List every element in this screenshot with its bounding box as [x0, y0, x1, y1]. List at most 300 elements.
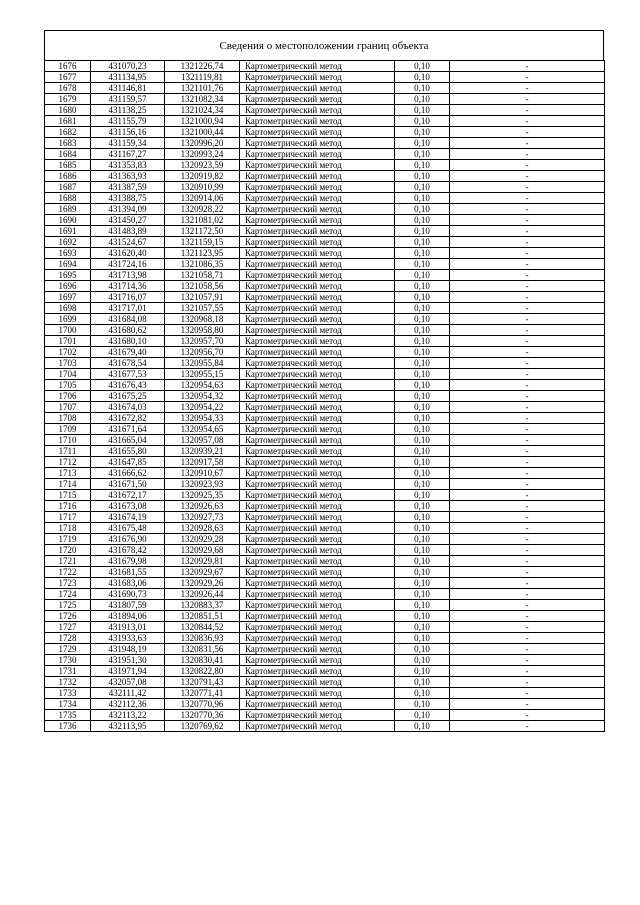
- table-row: [45, 72, 605, 83]
- description-cell: -: [450, 633, 605, 644]
- method-cell: Картометрический метод: [240, 578, 395, 589]
- description-cell: -: [450, 589, 605, 600]
- accuracy-cell: 0,10: [395, 556, 450, 567]
- coord-y-cell: 1321081,02: [165, 215, 240, 226]
- table-title: Сведения о местоположении границ объекта: [44, 30, 604, 60]
- description-cell: -: [450, 336, 605, 347]
- method-cell: Картометрический метод: [240, 182, 395, 193]
- coord-x-cell: 431394,09: [91, 204, 165, 215]
- coord-y-cell: 1320926,63: [165, 501, 240, 512]
- coord-y-cell: 1320836,93: [165, 633, 240, 644]
- description-cell: -: [450, 457, 605, 468]
- coord-x-cell: 431948,19: [91, 644, 165, 655]
- accuracy-cell: 0,10: [395, 611, 450, 622]
- coord-x-cell: 431134,95: [91, 72, 165, 83]
- method-cell: Картометрический метод: [240, 435, 395, 446]
- table-row: [45, 611, 605, 622]
- table-row: [45, 303, 605, 314]
- description-cell: -: [450, 149, 605, 160]
- coord-y-cell: 1320914,06: [165, 193, 240, 204]
- coord-y-cell: 1320996,20: [165, 138, 240, 149]
- description-cell: -: [450, 523, 605, 534]
- method-cell: Картометрический метод: [240, 138, 395, 149]
- description-cell: -: [450, 325, 605, 336]
- accuracy-cell: 0,10: [395, 171, 450, 182]
- accuracy-cell: 0,10: [395, 391, 450, 402]
- coord-x-cell: 431676,43: [91, 380, 165, 391]
- table-row: [45, 380, 605, 391]
- description-cell: -: [450, 435, 605, 446]
- table-row: [45, 589, 605, 600]
- accuracy-cell: 0,10: [395, 303, 450, 314]
- coord-x-cell: 431807,59: [91, 600, 165, 611]
- coord-y-cell: 1320925,35: [165, 490, 240, 501]
- point-number-cell: 1731: [45, 666, 91, 677]
- table-row: [45, 402, 605, 413]
- coord-x-cell: 432112,36: [91, 699, 165, 710]
- coord-x-cell: 431680,62: [91, 325, 165, 336]
- point-number-cell: 1682: [45, 127, 91, 138]
- point-number-cell: 1734: [45, 699, 91, 710]
- coord-x-cell: 431680,10: [91, 336, 165, 347]
- coord-y-cell: 1321086,35: [165, 259, 240, 270]
- accuracy-cell: 0,10: [395, 468, 450, 479]
- accuracy-cell: 0,10: [395, 655, 450, 666]
- coord-x-cell: 431388,75: [91, 193, 165, 204]
- method-cell: Картометрический метод: [240, 336, 395, 347]
- coord-x-cell: 432113,22: [91, 710, 165, 721]
- method-cell: Картометрический метод: [240, 600, 395, 611]
- table-row: [45, 534, 605, 545]
- description-cell: -: [450, 193, 605, 204]
- accuracy-cell: 0,10: [395, 512, 450, 523]
- method-cell: Картометрический метод: [240, 94, 395, 105]
- point-number-cell: 1684: [45, 149, 91, 160]
- coord-y-cell: 1321159,15: [165, 237, 240, 248]
- description-cell: -: [450, 479, 605, 490]
- coord-x-cell: 431671,64: [91, 424, 165, 435]
- method-cell: Картометрический метод: [240, 325, 395, 336]
- coord-x-cell: 431716,07: [91, 292, 165, 303]
- accuracy-cell: 0,10: [395, 61, 450, 72]
- coord-x-cell: 431620,40: [91, 248, 165, 259]
- point-number-cell: 1678: [45, 83, 91, 94]
- point-number-cell: 1733: [45, 688, 91, 699]
- coord-y-cell: 1320993,24: [165, 149, 240, 160]
- point-number-cell: 1704: [45, 369, 91, 380]
- description-cell: -: [450, 655, 605, 666]
- coord-y-cell: 1320957,08: [165, 435, 240, 446]
- coord-x-cell: 431674,03: [91, 402, 165, 413]
- accuracy-cell: 0,10: [395, 567, 450, 578]
- description-cell: -: [450, 303, 605, 314]
- method-cell: Картометрический метод: [240, 534, 395, 545]
- coord-y-cell: 1320917,58: [165, 457, 240, 468]
- point-number-cell: 1722: [45, 567, 91, 578]
- accuracy-cell: 0,10: [395, 699, 450, 710]
- coord-x-cell: 431363,93: [91, 171, 165, 182]
- table-row: [45, 655, 605, 666]
- method-cell: Картометрический метод: [240, 204, 395, 215]
- coord-y-cell: 1320770,36: [165, 710, 240, 721]
- coord-y-cell: 1321024,34: [165, 105, 240, 116]
- point-number-cell: 1713: [45, 468, 91, 479]
- coord-y-cell: 1320929,81: [165, 556, 240, 567]
- coord-y-cell: 1320769,62: [165, 721, 240, 732]
- method-cell: Картометрический метод: [240, 490, 395, 501]
- coord-y-cell: 1320958,80: [165, 325, 240, 336]
- method-cell: Картометрический метод: [240, 303, 395, 314]
- accuracy-cell: 0,10: [395, 413, 450, 424]
- method-cell: Картометрический метод: [240, 523, 395, 534]
- coord-y-cell: 1320957,70: [165, 336, 240, 347]
- document-sheet: [44, 30, 604, 732]
- point-number-cell: 1692: [45, 237, 91, 248]
- description-cell: -: [450, 677, 605, 688]
- accuracy-cell: 0,10: [395, 402, 450, 413]
- coord-x-cell: 431483,89: [91, 226, 165, 237]
- accuracy-cell: 0,10: [395, 710, 450, 721]
- table-row: [45, 391, 605, 402]
- table-row: [45, 710, 605, 721]
- description-cell: -: [450, 204, 605, 215]
- accuracy-cell: 0,10: [395, 545, 450, 556]
- point-number-cell: 1697: [45, 292, 91, 303]
- coord-y-cell: 1320919,82: [165, 171, 240, 182]
- table-row: [45, 479, 605, 490]
- coord-x-cell: 431724,16: [91, 259, 165, 270]
- method-cell: Картометрический метод: [240, 567, 395, 578]
- description-cell: -: [450, 160, 605, 171]
- method-cell: Картометрический метод: [240, 655, 395, 666]
- description-cell: -: [450, 545, 605, 556]
- method-cell: Картометрический метод: [240, 116, 395, 127]
- point-number-cell: 1705: [45, 380, 91, 391]
- coord-y-cell: 1320927,73: [165, 512, 240, 523]
- method-cell: Картометрический метод: [240, 347, 395, 358]
- point-number-cell: 1730: [45, 655, 91, 666]
- point-number-cell: 1721: [45, 556, 91, 567]
- table-row: [45, 446, 605, 457]
- method-cell: Картометрический метод: [240, 171, 395, 182]
- point-number-cell: 1690: [45, 215, 91, 226]
- description-cell: -: [450, 270, 605, 281]
- description-cell: -: [450, 380, 605, 391]
- method-cell: Картометрический метод: [240, 380, 395, 391]
- point-number-cell: 1691: [45, 226, 91, 237]
- coord-x-cell: 431678,42: [91, 545, 165, 556]
- method-cell: Картометрический метод: [240, 281, 395, 292]
- method-cell: Картометрический метод: [240, 237, 395, 248]
- accuracy-cell: 0,10: [395, 83, 450, 94]
- table-row: [45, 699, 605, 710]
- point-number-cell: 1707: [45, 402, 91, 413]
- accuracy-cell: 0,10: [395, 193, 450, 204]
- description-cell: -: [450, 699, 605, 710]
- accuracy-cell: 0,10: [395, 204, 450, 215]
- method-cell: Картометрический метод: [240, 160, 395, 171]
- table-row: [45, 677, 605, 688]
- accuracy-cell: 0,10: [395, 501, 450, 512]
- coord-y-cell: 1320929,68: [165, 545, 240, 556]
- point-number-cell: 1700: [45, 325, 91, 336]
- description-cell: -: [450, 347, 605, 358]
- coord-x-cell: 431673,08: [91, 501, 165, 512]
- description-cell: -: [450, 369, 605, 380]
- coord-x-cell: 431894,06: [91, 611, 165, 622]
- table-row: [45, 523, 605, 534]
- point-number-cell: 1688: [45, 193, 91, 204]
- accuracy-cell: 0,10: [395, 116, 450, 127]
- coord-x-cell: 432057,08: [91, 677, 165, 688]
- coord-y-cell: 1321226,74: [165, 61, 240, 72]
- method-cell: Картометрический метод: [240, 556, 395, 567]
- method-cell: Картометрический метод: [240, 369, 395, 380]
- table-row: [45, 556, 605, 567]
- boundary-points-table: [44, 60, 605, 732]
- method-cell: Картометрический метод: [240, 193, 395, 204]
- point-number-cell: 1727: [45, 622, 91, 633]
- point-number-cell: 1711: [45, 446, 91, 457]
- table-row: [45, 600, 605, 611]
- accuracy-cell: 0,10: [395, 336, 450, 347]
- table-row: [45, 688, 605, 699]
- point-number-cell: 1680: [45, 105, 91, 116]
- description-cell: -: [450, 490, 605, 501]
- coord-x-cell: 431672,17: [91, 490, 165, 501]
- coord-y-cell: 1320910,67: [165, 468, 240, 479]
- accuracy-cell: 0,10: [395, 721, 450, 732]
- coord-y-cell: 1320910,99: [165, 182, 240, 193]
- point-number-cell: 1683: [45, 138, 91, 149]
- method-cell: Картометрический метод: [240, 83, 395, 94]
- table-row: [45, 424, 605, 435]
- method-cell: Картометрический метод: [240, 424, 395, 435]
- coord-x-cell: 431677,53: [91, 369, 165, 380]
- accuracy-cell: 0,10: [395, 435, 450, 446]
- coord-y-cell: 1320929,28: [165, 534, 240, 545]
- point-number-cell: 1702: [45, 347, 91, 358]
- coord-y-cell: 1321101,76: [165, 83, 240, 94]
- method-cell: Картометрический метод: [240, 633, 395, 644]
- coord-x-cell: 431647,85: [91, 457, 165, 468]
- point-number-cell: 1694: [45, 259, 91, 270]
- coord-x-cell: 432111,42: [91, 688, 165, 699]
- description-cell: -: [450, 182, 605, 193]
- coord-x-cell: 431676,90: [91, 534, 165, 545]
- point-number-cell: 1726: [45, 611, 91, 622]
- table-row: [45, 248, 605, 259]
- table-row: [45, 171, 605, 182]
- method-cell: Картометрический метод: [240, 666, 395, 677]
- description-cell: -: [450, 600, 605, 611]
- coord-x-cell: 431450,27: [91, 215, 165, 226]
- table-row: [45, 226, 605, 237]
- description-cell: -: [450, 710, 605, 721]
- accuracy-cell: 0,10: [395, 94, 450, 105]
- table-row: [45, 633, 605, 644]
- table-row: [45, 314, 605, 325]
- table-row: [45, 622, 605, 633]
- method-cell: Картометрический метод: [240, 292, 395, 303]
- coord-y-cell: 1320770,96: [165, 699, 240, 710]
- table-row: [45, 105, 605, 116]
- method-cell: Картометрический метод: [240, 721, 395, 732]
- coord-x-cell: 431155,79: [91, 116, 165, 127]
- point-number-cell: 1687: [45, 182, 91, 193]
- coord-x-cell: 431156,16: [91, 127, 165, 138]
- table-row: [45, 270, 605, 281]
- point-number-cell: 1677: [45, 72, 91, 83]
- description-cell: -: [450, 512, 605, 523]
- point-number-cell: 1716: [45, 501, 91, 512]
- coord-y-cell: 1320939,21: [165, 446, 240, 457]
- description-cell: -: [450, 314, 605, 325]
- description-cell: -: [450, 391, 605, 402]
- method-cell: Картометрический метод: [240, 226, 395, 237]
- description-cell: -: [450, 171, 605, 182]
- point-number-cell: 1720: [45, 545, 91, 556]
- method-cell: Картометрический метод: [240, 677, 395, 688]
- coord-y-cell: 1320955,15: [165, 369, 240, 380]
- table-row: [45, 468, 605, 479]
- table-row: [45, 259, 605, 270]
- table-row: [45, 94, 605, 105]
- coord-x-cell: 431159,57: [91, 94, 165, 105]
- coord-x-cell: 431679,40: [91, 347, 165, 358]
- coord-x-cell: 431353,83: [91, 160, 165, 171]
- description-cell: -: [450, 424, 605, 435]
- coord-y-cell: 1320830,41: [165, 655, 240, 666]
- method-cell: Картометрический метод: [240, 259, 395, 270]
- point-number-cell: 1732: [45, 677, 91, 688]
- table-row: [45, 149, 605, 160]
- description-cell: -: [450, 644, 605, 655]
- accuracy-cell: 0,10: [395, 314, 450, 325]
- coord-y-cell: 1321058,71: [165, 270, 240, 281]
- method-cell: Картометрический метод: [240, 248, 395, 259]
- description-cell: -: [450, 116, 605, 127]
- table-row: [45, 413, 605, 424]
- point-number-cell: 1710: [45, 435, 91, 446]
- table-row: [45, 336, 605, 347]
- coord-y-cell: 1320968,18: [165, 314, 240, 325]
- coord-x-cell: 431684,08: [91, 314, 165, 325]
- point-number-cell: 1715: [45, 490, 91, 501]
- point-number-cell: 1696: [45, 281, 91, 292]
- method-cell: Картометрический метод: [240, 622, 395, 633]
- table-row: [45, 578, 605, 589]
- coord-y-cell: 1320954,33: [165, 413, 240, 424]
- table-row: [45, 215, 605, 226]
- point-number-cell: 1686: [45, 171, 91, 182]
- description-cell: -: [450, 138, 605, 149]
- description-cell: -: [450, 688, 605, 699]
- accuracy-cell: 0,10: [395, 688, 450, 699]
- point-number-cell: 1728: [45, 633, 91, 644]
- point-number-cell: 1698: [45, 303, 91, 314]
- method-cell: Картометрический метод: [240, 314, 395, 325]
- point-number-cell: 1725: [45, 600, 91, 611]
- method-cell: Картометрический метод: [240, 72, 395, 83]
- method-cell: Картометрический метод: [240, 545, 395, 556]
- coord-y-cell: 1320771,41: [165, 688, 240, 699]
- coord-y-cell: 1321000,44: [165, 127, 240, 138]
- accuracy-cell: 0,10: [395, 347, 450, 358]
- method-cell: Картометрический метод: [240, 402, 395, 413]
- coord-x-cell: 431971,94: [91, 666, 165, 677]
- coord-x-cell: 432113,95: [91, 721, 165, 732]
- description-cell: -: [450, 226, 605, 237]
- coord-y-cell: 1320954,65: [165, 424, 240, 435]
- point-number-cell: 1724: [45, 589, 91, 600]
- description-cell: -: [450, 292, 605, 303]
- description-cell: -: [450, 666, 605, 677]
- accuracy-cell: 0,10: [395, 226, 450, 237]
- accuracy-cell: 0,10: [395, 457, 450, 468]
- table-row: [45, 193, 605, 204]
- description-cell: -: [450, 281, 605, 292]
- point-number-cell: 1695: [45, 270, 91, 281]
- table-row: [45, 281, 605, 292]
- accuracy-cell: 0,10: [395, 325, 450, 336]
- method-cell: Картометрический метод: [240, 413, 395, 424]
- accuracy-cell: 0,10: [395, 270, 450, 281]
- coord-y-cell: 1320791,43: [165, 677, 240, 688]
- point-number-cell: 1729: [45, 644, 91, 655]
- point-number-cell: 1719: [45, 534, 91, 545]
- description-cell: -: [450, 358, 605, 369]
- accuracy-cell: 0,10: [395, 424, 450, 435]
- method-cell: Картометрический метод: [240, 479, 395, 490]
- coord-y-cell: 1320928,63: [165, 523, 240, 534]
- table-row: [45, 721, 605, 732]
- method-cell: Картометрический метод: [240, 105, 395, 116]
- coord-y-cell: 1321058,56: [165, 281, 240, 292]
- coord-x-cell: 431675,25: [91, 391, 165, 402]
- description-cell: -: [450, 105, 605, 116]
- coord-y-cell: 1320831,56: [165, 644, 240, 655]
- coord-x-cell: 431387,59: [91, 182, 165, 193]
- point-number-cell: 1709: [45, 424, 91, 435]
- accuracy-cell: 0,10: [395, 578, 450, 589]
- accuracy-cell: 0,10: [395, 600, 450, 611]
- table-row: [45, 83, 605, 94]
- accuracy-cell: 0,10: [395, 281, 450, 292]
- table-row: [45, 435, 605, 446]
- accuracy-cell: 0,10: [395, 479, 450, 490]
- description-cell: -: [450, 61, 605, 72]
- method-cell: Картометрический метод: [240, 699, 395, 710]
- coord-y-cell: 1321082,34: [165, 94, 240, 105]
- description-cell: -: [450, 622, 605, 633]
- table-body: [45, 61, 605, 732]
- method-cell: Картометрический метод: [240, 468, 395, 479]
- method-cell: Картометрический метод: [240, 127, 395, 138]
- coord-y-cell: 1320928,22: [165, 204, 240, 215]
- method-cell: Картометрический метод: [240, 457, 395, 468]
- coord-x-cell: 431678,54: [91, 358, 165, 369]
- point-number-cell: 1706: [45, 391, 91, 402]
- method-cell: Картометрический метод: [240, 270, 395, 281]
- description-cell: -: [450, 721, 605, 732]
- accuracy-cell: 0,10: [395, 72, 450, 83]
- coord-x-cell: 431679,98: [91, 556, 165, 567]
- method-cell: Картометрический метод: [240, 512, 395, 523]
- method-cell: Картометрический метод: [240, 149, 395, 160]
- coord-x-cell: 431933,63: [91, 633, 165, 644]
- description-cell: -: [450, 237, 605, 248]
